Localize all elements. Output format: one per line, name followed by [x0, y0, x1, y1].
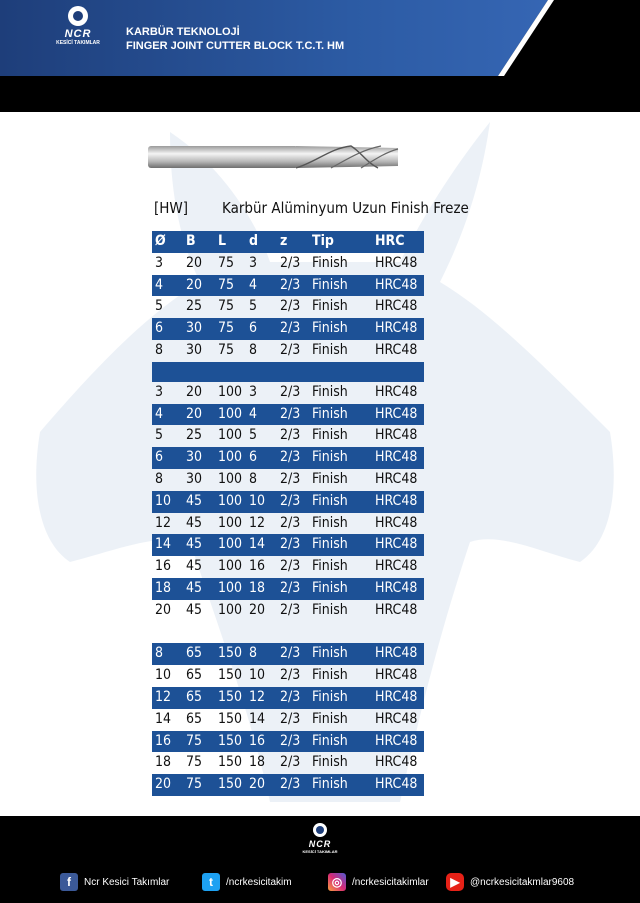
- cell-diameter: 4: [155, 276, 164, 293]
- facebook-icon: f: [60, 873, 78, 891]
- cell-l: 100: [218, 405, 243, 422]
- cell-b: 45: [186, 492, 203, 509]
- header-title: [126, 25, 344, 53]
- cell-diameter: 14: [155, 536, 172, 553]
- cell-b: 45: [186, 601, 203, 618]
- cell-d: 18: [249, 754, 266, 771]
- cell-tip: Finish: [312, 383, 348, 400]
- table-row: [152, 534, 424, 556]
- cell-b: 30: [186, 449, 203, 466]
- cell-l: 100: [218, 601, 243, 618]
- table-row: [152, 556, 424, 578]
- social-twitter-label: /ncrkesicitakim: [226, 876, 292, 888]
- cell-diameter: 12: [155, 514, 172, 531]
- cell-tip: Finish: [312, 514, 348, 531]
- cell-l: 100: [218, 579, 243, 596]
- cell-z: 2/3: [280, 688, 301, 705]
- footer-logo-subtitle: KESİCİ TAKIMLAR: [302, 849, 338, 854]
- cell-tip: Finish: [312, 667, 348, 684]
- table-row: [152, 425, 424, 447]
- cell-l: 75: [218, 298, 235, 315]
- table-row: [152, 665, 424, 687]
- cell-hrc: HRC48: [375, 601, 418, 618]
- cell-hrc: HRC48: [375, 732, 418, 749]
- logo-badge-icon: [68, 6, 88, 26]
- table-row: [152, 513, 424, 535]
- cell-hrc: HRC48: [375, 558, 418, 575]
- cell-hrc: HRC48: [375, 383, 418, 400]
- table-row: [152, 709, 424, 731]
- cell-diameter: 3: [155, 254, 164, 271]
- cell-tip: Finish: [312, 320, 348, 337]
- cell-z: 2/3: [280, 470, 301, 487]
- cell-hrc: HRC48: [375, 776, 418, 793]
- cell-b: 30: [186, 320, 203, 337]
- cell-hrc: HRC48: [375, 536, 418, 553]
- cell-diameter: 18: [155, 579, 172, 596]
- table-row: [152, 578, 424, 600]
- cell-d: 8: [249, 470, 258, 487]
- social-youtube-label: @ncrkesicitakmlar9608: [470, 876, 575, 888]
- cell-d: 4: [249, 276, 258, 293]
- cell-tip: Finish: [312, 688, 348, 705]
- cell-l: 100: [218, 558, 243, 575]
- product-title: [154, 199, 504, 219]
- header-d: d: [249, 233, 259, 249]
- table-row: [152, 318, 424, 340]
- cell-z: 2/3: [280, 298, 301, 315]
- logo-text: NCR: [64, 28, 92, 40]
- cell-diameter: 4: [155, 405, 164, 422]
- cell-l: 100: [218, 492, 243, 509]
- cell-b: 45: [186, 558, 203, 575]
- header-title-line2: FINGER JOINT CUTTER BLOCK T.C.T. HM: [126, 40, 345, 52]
- cell-z: 2/3: [280, 405, 301, 422]
- cell-b: 75: [186, 776, 203, 793]
- social-youtube[interactable]: [446, 872, 574, 892]
- cell-l: 100: [218, 536, 243, 553]
- cell-z: 2/3: [280, 449, 301, 466]
- cell-l: 75: [218, 276, 235, 293]
- cell-tip: Finish: [312, 776, 348, 793]
- cell-l: 100: [218, 470, 243, 487]
- cell-hrc: HRC48: [375, 298, 418, 315]
- cell-z: 2/3: [280, 776, 301, 793]
- cell-diameter: 12: [155, 688, 172, 705]
- cell-z: 2/3: [280, 383, 301, 400]
- cell-tip: Finish: [312, 536, 348, 553]
- cell-hrc: HRC48: [375, 754, 418, 771]
- twitter-icon: t: [202, 873, 220, 891]
- cell-b: 65: [186, 710, 203, 727]
- cell-z: 2/3: [280, 427, 301, 444]
- table-row: [152, 275, 424, 297]
- header-b: B: [186, 233, 196, 249]
- end-mill-image: [146, 140, 400, 174]
- cell-d: 4: [249, 405, 258, 422]
- cell-diameter: 8: [155, 341, 164, 358]
- cell-d: 10: [249, 667, 266, 684]
- cell-tip: Finish: [312, 341, 348, 358]
- cell-z: 2/3: [280, 601, 301, 618]
- cell-diameter: 8: [155, 645, 164, 662]
- cell-b: 45: [186, 514, 203, 531]
- cell-diameter: 16: [155, 732, 172, 749]
- cell-tip: Finish: [312, 645, 348, 662]
- spec-table: [152, 231, 424, 796]
- cell-d: 5: [249, 427, 258, 444]
- cell-diameter: 16: [155, 558, 172, 575]
- cell-z: 2/3: [280, 558, 301, 575]
- cell-tip: Finish: [312, 492, 348, 509]
- cell-d: 5: [249, 298, 258, 315]
- cell-diameter: 10: [155, 667, 172, 684]
- cell-b: 65: [186, 667, 203, 684]
- product-code: [HW]: [154, 199, 189, 217]
- cell-b: 75: [186, 754, 203, 771]
- footer-bar: [0, 816, 640, 903]
- cell-d: 12: [249, 514, 266, 531]
- cell-d: 8: [249, 341, 258, 358]
- cell-tip: Finish: [312, 710, 348, 727]
- cell-d: 3: [249, 383, 258, 400]
- cell-l: 100: [218, 449, 243, 466]
- cell-b: 45: [186, 579, 203, 596]
- social-facebook-label: Ncr Kesici Takımlar: [84, 876, 170, 888]
- cell-l: 75: [218, 254, 235, 271]
- group-separator: [152, 362, 424, 382]
- cell-diameter: 6: [155, 320, 164, 337]
- cell-d: 14: [249, 536, 266, 553]
- table-row: [152, 469, 424, 491]
- group-separator: [152, 622, 424, 644]
- cell-l: 75: [218, 341, 235, 358]
- social-twitter[interactable]: [202, 872, 292, 892]
- cell-diameter: 20: [155, 601, 172, 618]
- table-row: [152, 643, 424, 665]
- cell-b: 20: [186, 276, 203, 293]
- social-facebook[interactable]: [60, 872, 169, 892]
- cell-d: 10: [249, 492, 266, 509]
- cell-tip: Finish: [312, 449, 348, 466]
- footer-logo-text: NCR: [308, 839, 332, 849]
- table-row: [152, 731, 424, 753]
- header-diameter: Ø: [155, 233, 166, 249]
- table-row: [152, 687, 424, 709]
- table-row: [152, 404, 424, 426]
- table-row: [152, 382, 424, 404]
- cell-hrc: HRC48: [375, 449, 418, 466]
- cell-hrc: HRC48: [375, 514, 418, 531]
- cell-d: 16: [249, 558, 266, 575]
- cell-z: 2/3: [280, 732, 301, 749]
- cell-l: 150: [218, 776, 243, 793]
- cell-hrc: HRC48: [375, 492, 418, 509]
- cell-diameter: 6: [155, 449, 164, 466]
- cell-l: 100: [218, 514, 243, 531]
- cell-tip: Finish: [312, 276, 348, 293]
- cell-z: 2/3: [280, 492, 301, 509]
- cell-diameter: 3: [155, 383, 164, 400]
- product-name: Karbür Alüminyum Uzun Finish Freze: [222, 199, 469, 217]
- cell-l: 150: [218, 688, 243, 705]
- cell-hrc: HRC48: [375, 470, 418, 487]
- table-row: [152, 491, 424, 513]
- cell-diameter: 5: [155, 298, 164, 315]
- cell-l: 150: [218, 667, 243, 684]
- cell-d: 20: [249, 776, 266, 793]
- cell-b: 75: [186, 732, 203, 749]
- cell-hrc: HRC48: [375, 688, 418, 705]
- footer-logo: [298, 823, 342, 854]
- cell-l: 100: [218, 383, 243, 400]
- cell-l: 150: [218, 710, 243, 727]
- cell-z: 2/3: [280, 514, 301, 531]
- cell-z: 2/3: [280, 276, 301, 293]
- social-instagram-label: /ncrkesicitakimlar: [352, 876, 429, 888]
- cell-z: 2/3: [280, 667, 301, 684]
- cell-hrc: HRC48: [375, 254, 418, 271]
- cell-tip: Finish: [312, 254, 348, 271]
- cell-b: 25: [186, 298, 203, 315]
- cell-hrc: HRC48: [375, 276, 418, 293]
- cell-d: 20: [249, 601, 266, 618]
- cell-tip: Finish: [312, 732, 348, 749]
- footer-logo-badge-icon: [313, 823, 327, 837]
- instagram-icon: ◎: [328, 873, 346, 891]
- cell-z: 2/3: [280, 320, 301, 337]
- cell-z: 2/3: [280, 645, 301, 662]
- cell-diameter: 20: [155, 776, 172, 793]
- table-row: [152, 447, 424, 469]
- table-row: [152, 296, 424, 318]
- table-row: [152, 774, 424, 796]
- cell-z: 2/3: [280, 536, 301, 553]
- cell-l: 150: [218, 754, 243, 771]
- cell-tip: Finish: [312, 470, 348, 487]
- cell-hrc: HRC48: [375, 645, 418, 662]
- header-z: z: [280, 233, 288, 249]
- cell-tip: Finish: [312, 579, 348, 596]
- cell-hrc: HRC48: [375, 427, 418, 444]
- cell-hrc: HRC48: [375, 320, 418, 337]
- cell-b: 65: [186, 645, 203, 662]
- cell-b: 25: [186, 427, 203, 444]
- cell-b: 45: [186, 536, 203, 553]
- cell-hrc: HRC48: [375, 405, 418, 422]
- cell-l: 150: [218, 645, 243, 662]
- cell-diameter: 14: [155, 710, 172, 727]
- cell-diameter: 8: [155, 470, 164, 487]
- cell-diameter: 18: [155, 754, 172, 771]
- social-instagram[interactable]: [328, 872, 429, 892]
- cell-l: 150: [218, 732, 243, 749]
- cell-d: 6: [249, 449, 258, 466]
- cell-b: 30: [186, 341, 203, 358]
- table-row: [152, 600, 424, 622]
- ncr-logo: [52, 6, 104, 60]
- cell-d: 16: [249, 732, 266, 749]
- cell-l: 100: [218, 427, 243, 444]
- cell-b: 20: [186, 405, 203, 422]
- cell-b: 20: [186, 254, 203, 271]
- cell-tip: Finish: [312, 754, 348, 771]
- cell-z: 2/3: [280, 579, 301, 596]
- header-hrc: HRC: [375, 233, 405, 249]
- table-row: [152, 752, 424, 774]
- table-row: [152, 253, 424, 275]
- cell-d: 12: [249, 688, 266, 705]
- header-l: L: [218, 233, 227, 249]
- logo-subtitle: KESİCİ TAKIMLAR: [56, 40, 100, 46]
- cell-hrc: HRC48: [375, 341, 418, 358]
- cell-d: 14: [249, 710, 266, 727]
- cell-tip: Finish: [312, 427, 348, 444]
- cell-b: 30: [186, 470, 203, 487]
- table-header-row: [152, 231, 424, 253]
- cell-d: 8: [249, 645, 258, 662]
- cell-z: 2/3: [280, 341, 301, 358]
- cell-tip: Finish: [312, 298, 348, 315]
- cell-tip: Finish: [312, 601, 348, 618]
- cell-z: 2/3: [280, 754, 301, 771]
- cell-b: 20: [186, 383, 203, 400]
- cell-z: 2/3: [280, 254, 301, 271]
- cell-diameter: 10: [155, 492, 172, 509]
- header-tip: Tip: [312, 233, 334, 249]
- table-row: [152, 340, 424, 362]
- cell-d: 3: [249, 254, 258, 271]
- cell-tip: Finish: [312, 405, 348, 422]
- cell-hrc: HRC48: [375, 579, 418, 596]
- header-title-line1: KARBÜR TEKNOLOJİ: [126, 26, 240, 38]
- cell-hrc: HRC48: [375, 667, 418, 684]
- cell-diameter: 5: [155, 427, 164, 444]
- youtube-icon: ▶: [446, 873, 464, 891]
- cell-z: 2/3: [280, 710, 301, 727]
- cell-hrc: HRC48: [375, 710, 418, 727]
- cell-b: 65: [186, 688, 203, 705]
- cell-d: 18: [249, 579, 266, 596]
- cell-l: 75: [218, 320, 235, 337]
- cell-d: 6: [249, 320, 258, 337]
- cell-tip: Finish: [312, 558, 348, 575]
